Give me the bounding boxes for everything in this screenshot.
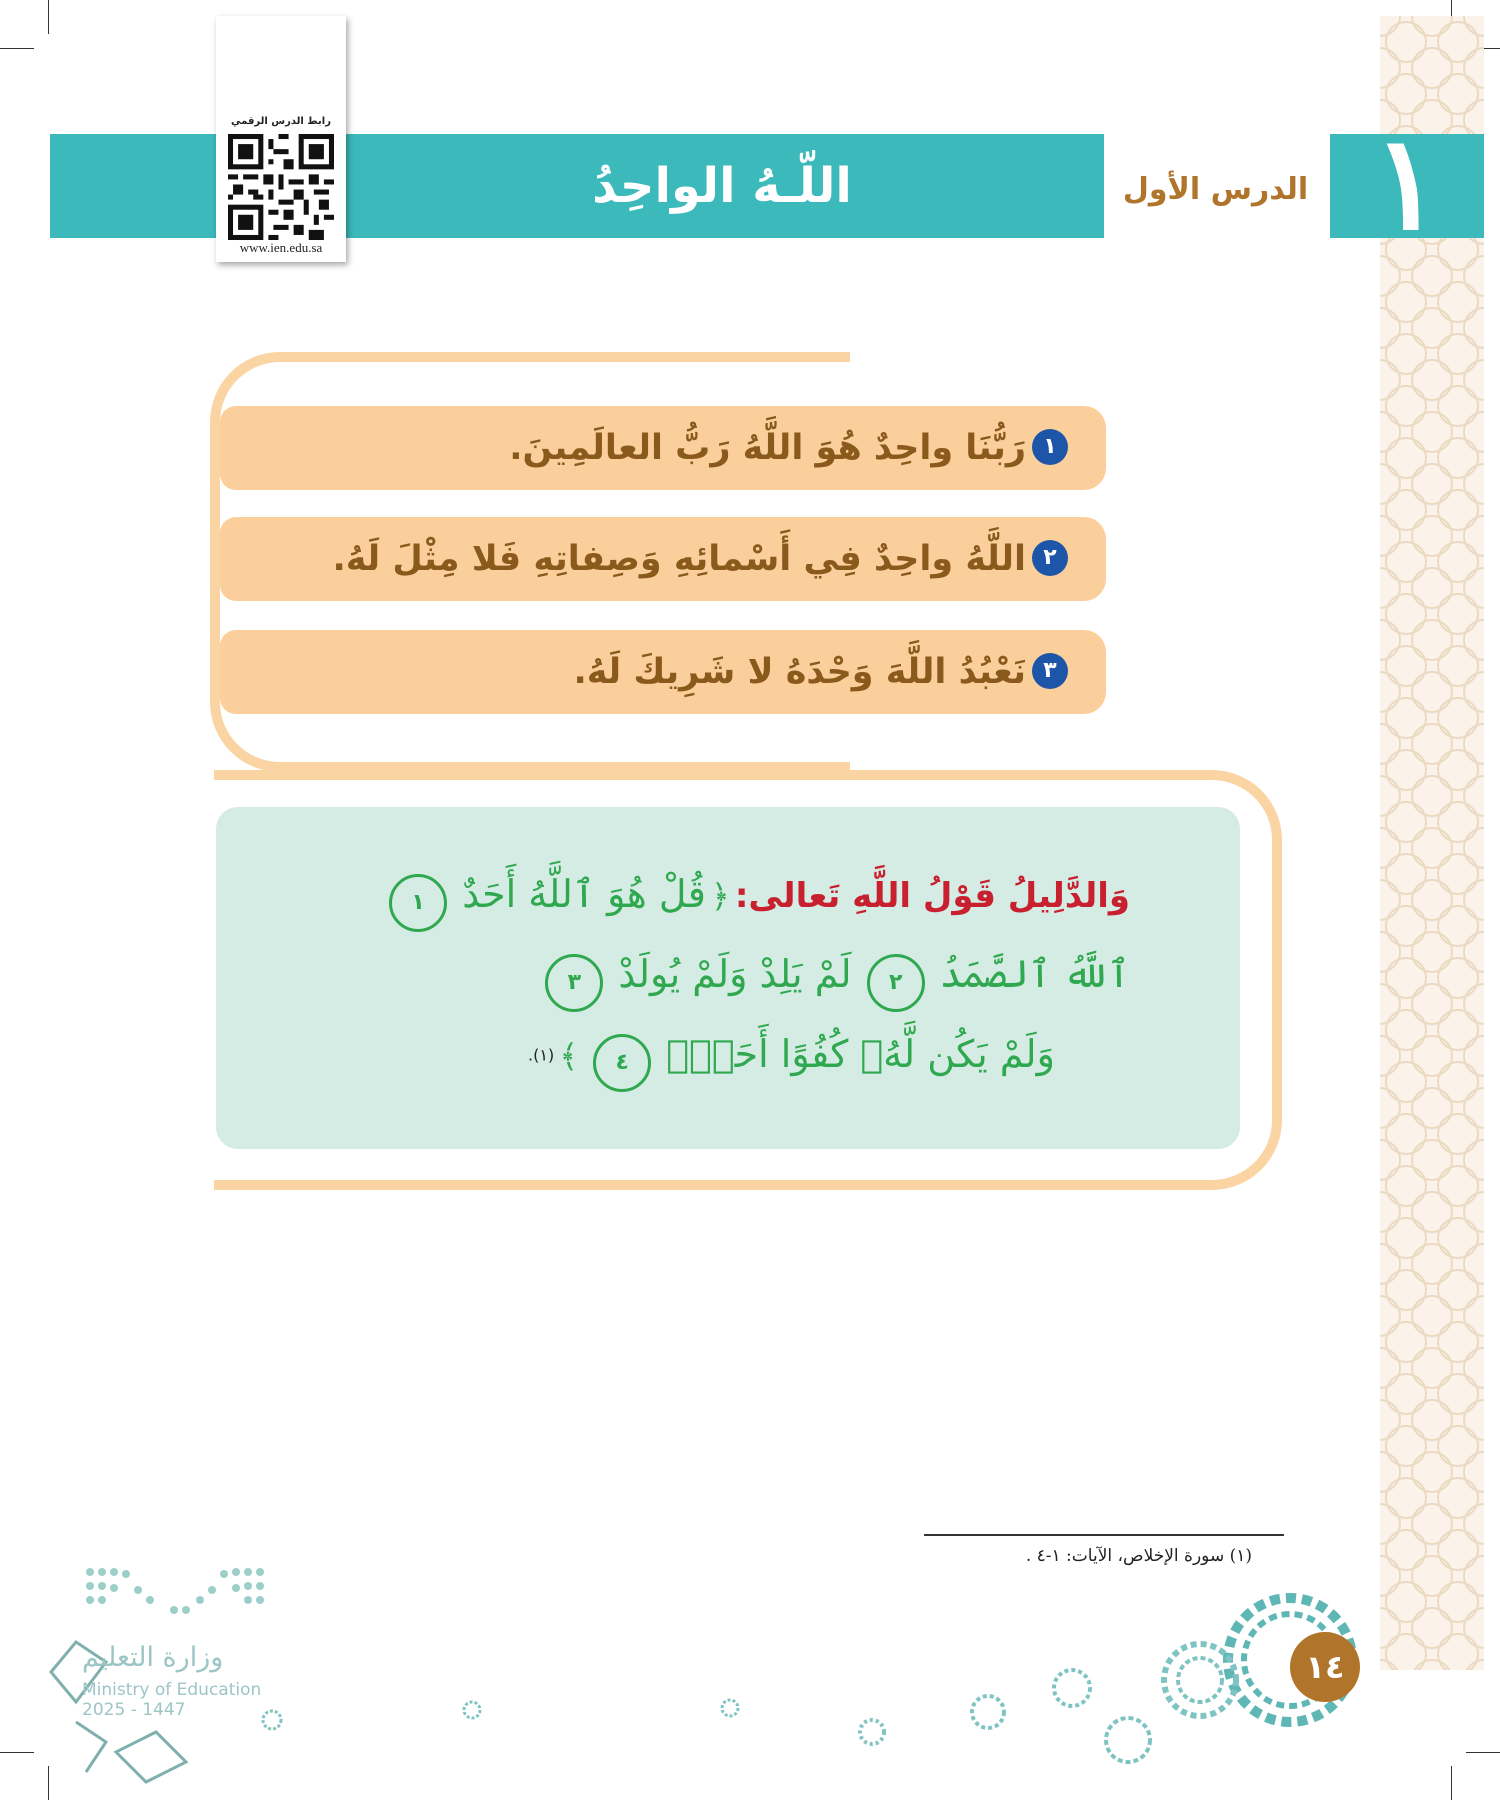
crop-mark <box>1466 1752 1500 1753</box>
footnote-reference: (١) <box>533 1045 555 1065</box>
verse-close-ornament: ﴾ <box>559 1037 579 1075</box>
lesson-number: ١ <box>1372 106 1442 259</box>
decorative-pattern-strip <box>1380 16 1484 1670</box>
verse-open-ornament: ﴿ <box>710 877 730 915</box>
crop-mark <box>48 0 49 34</box>
ayah-marker: ٢ <box>867 954 925 1012</box>
qr-card[interactable] <box>216 16 346 262</box>
point-text: نَعْبُدُ اللَّهَ وَحْدَهُ لا شَرِيكَ لَهُ. <box>573 652 1026 692</box>
evidence-line <box>216 1032 1240 1102</box>
point-item <box>220 630 1106 714</box>
evidence-line <box>216 872 1240 942</box>
point-number-badge: ٢ <box>1032 540 1068 576</box>
lesson-label: الدرس الأول <box>1122 172 1309 207</box>
crop-mark <box>1451 1766 1452 1800</box>
ayah-marker: ١ <box>389 874 447 932</box>
decorative-flowers <box>240 1570 1400 1800</box>
ministry-name-english: Ministry of Education <box>82 1680 262 1700</box>
evidence-line <box>216 952 1240 1022</box>
evidence-intro: وَالدَّلِيلُ قَوْلُ اللَّهِ تَعالى: <box>734 876 1130 916</box>
point-item <box>220 517 1106 601</box>
point-number-badge: ٣ <box>1032 653 1068 689</box>
qr-url[interactable]: www.ien.edu.sa <box>239 240 323 255</box>
verse-text: لَمْ يَلِدْ وَلَمْ يُولَدْ <box>618 952 852 996</box>
footnote: (١) سورة الإخلاص، الآيات: ١-٤ . <box>1025 1546 1252 1566</box>
qr-label: رابط الدرس الرقمي <box>231 116 331 127</box>
ministry-name-arabic: وزارة التعليم <box>82 1642 224 1673</box>
ayah-marker: ٣ <box>545 954 603 1012</box>
frame-top-line <box>370 352 850 362</box>
verse-text: قُلْ هُوَ ٱللَّهُ أَحَدٌ <box>462 872 706 916</box>
footnote-rule <box>924 1534 1284 1536</box>
qr-code-icon[interactable] <box>228 134 334 240</box>
point-text: اللَّهُ واحِدٌ فِي أَسْمائِهِ وَصِفاتِهِ فَلا مِثْلَ لَهُ. <box>332 539 1026 579</box>
crop-mark <box>0 1752 34 1753</box>
page-number: ١٤ <box>1290 1632 1360 1702</box>
ministry-logo-icon <box>80 1560 270 1630</box>
point-number-badge: ١ <box>1032 429 1068 465</box>
end-mark: . <box>528 1045 534 1065</box>
point-item <box>220 406 1106 490</box>
verse-text: وَلَمْ يَكُن لَّهُۥ كُفُوًا أَحَدٌۢ <box>666 1032 1055 1076</box>
ministry-year: 2025 - 1447 <box>82 1700 186 1720</box>
verse-text: ٱللَّهُ ٱلصَّمَدُ <box>939 952 1130 996</box>
ayah-marker: ٤ <box>593 1034 651 1092</box>
point-text: رَبُّنَا واحِدٌ هُوَ اللَّهُ رَبُّ العالَمِينَ. <box>509 428 1026 468</box>
evidence-box <box>216 807 1240 1149</box>
lesson-title: اللّـهُ الواحِدُ <box>592 158 852 214</box>
crop-mark <box>0 48 34 49</box>
